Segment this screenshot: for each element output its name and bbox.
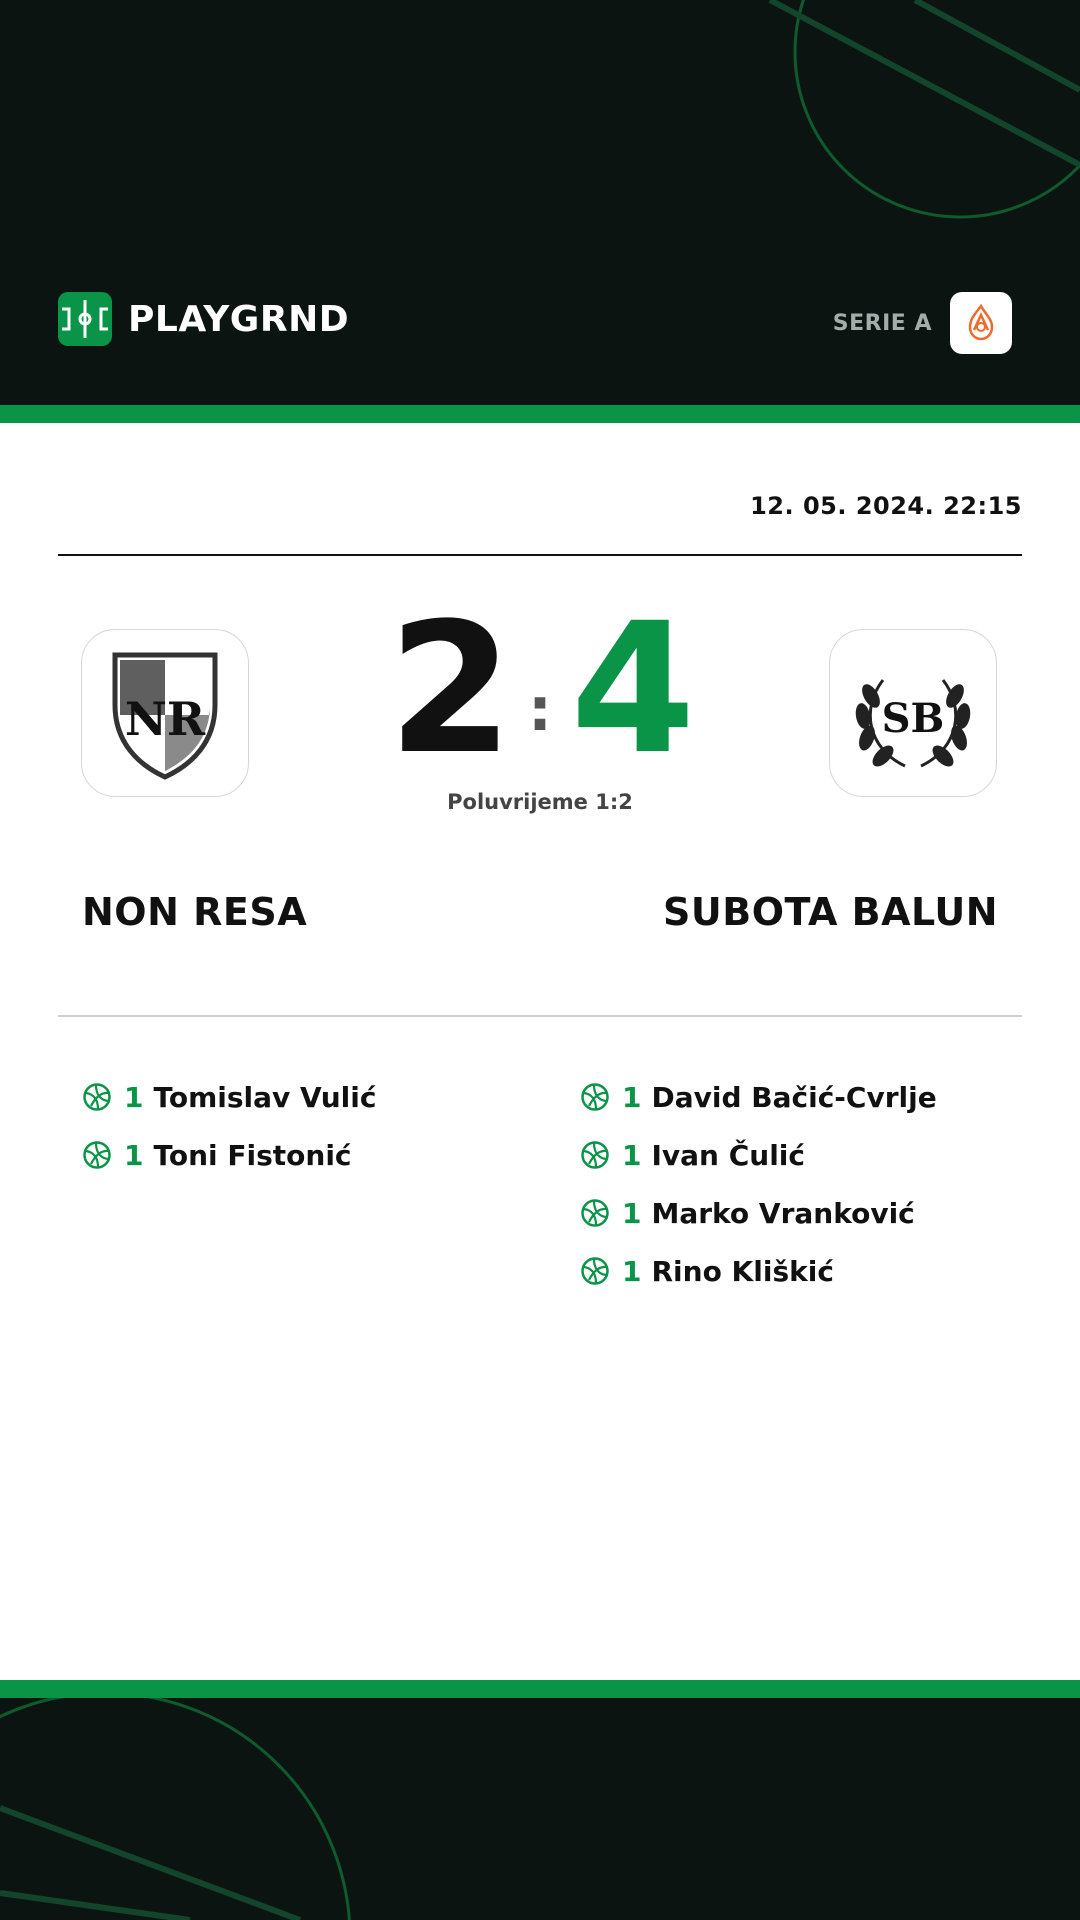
player-name: Toni Fistonić (153, 1138, 352, 1172)
pitch-lines-decoration (0, 1698, 1080, 1920)
league-name: SERIE A (832, 310, 932, 336)
accent-stripe (0, 1680, 1080, 1698)
football-icon (580, 1140, 610, 1170)
player-name: Marko Vranković (651, 1196, 915, 1230)
player-name: Rino Kliškić (651, 1254, 834, 1288)
football-icon (82, 1082, 112, 1112)
scorer-row (580, 1184, 937, 1242)
halftime-score: Poluvrijeme 1:2 (447, 790, 633, 814)
flame-league-icon (950, 292, 1012, 354)
goal-count: 1 (622, 1080, 642, 1114)
header-banner (0, 0, 1080, 405)
league (833, 292, 1012, 354)
player-name: Ivan Čulić (651, 1138, 806, 1172)
scorer-row (82, 1126, 376, 1184)
goal-count: 1 (124, 1138, 144, 1172)
home-team-name: NON RESA (82, 890, 308, 934)
scorer-row (580, 1242, 937, 1300)
away-scorers-list (580, 1068, 937, 1300)
football-icon (580, 1082, 610, 1112)
home-score: 2 (388, 585, 514, 794)
home-scorers-list (82, 1068, 376, 1184)
svg-text:SB: SB (881, 695, 945, 742)
goal-count: 1 (622, 1254, 642, 1288)
away-team-name: SUBOTA BALUN (663, 890, 998, 934)
svg-text:NR: NR (124, 692, 206, 746)
footer-banner (0, 1698, 1080, 1920)
goal-count: 1 (622, 1138, 642, 1172)
football-icon (580, 1198, 610, 1228)
home-team-crest (81, 629, 249, 797)
scorer-row (580, 1068, 937, 1126)
score-separator: : (528, 675, 552, 745)
divider (58, 554, 1022, 556)
away-score: 4 (570, 585, 696, 794)
pitch-icon (58, 292, 112, 346)
goal-count: 1 (622, 1196, 642, 1230)
brand-name: PLAYGRND (128, 298, 350, 340)
goal-count: 1 (124, 1080, 144, 1114)
match-datetime: 12. 05. 2024. 22:15 (750, 492, 1022, 520)
scorer-row (82, 1068, 376, 1126)
brand (58, 292, 349, 346)
scorer-row (580, 1126, 937, 1184)
player-name: Tomislav Vulić (153, 1080, 377, 1114)
accent-stripe (0, 405, 1080, 423)
divider (58, 1015, 1022, 1017)
away-team-crest (829, 629, 997, 797)
player-name: David Bačić-Cvrlje (651, 1080, 937, 1114)
football-icon (82, 1140, 112, 1170)
football-icon (580, 1256, 610, 1286)
scoreboard (340, 585, 740, 794)
